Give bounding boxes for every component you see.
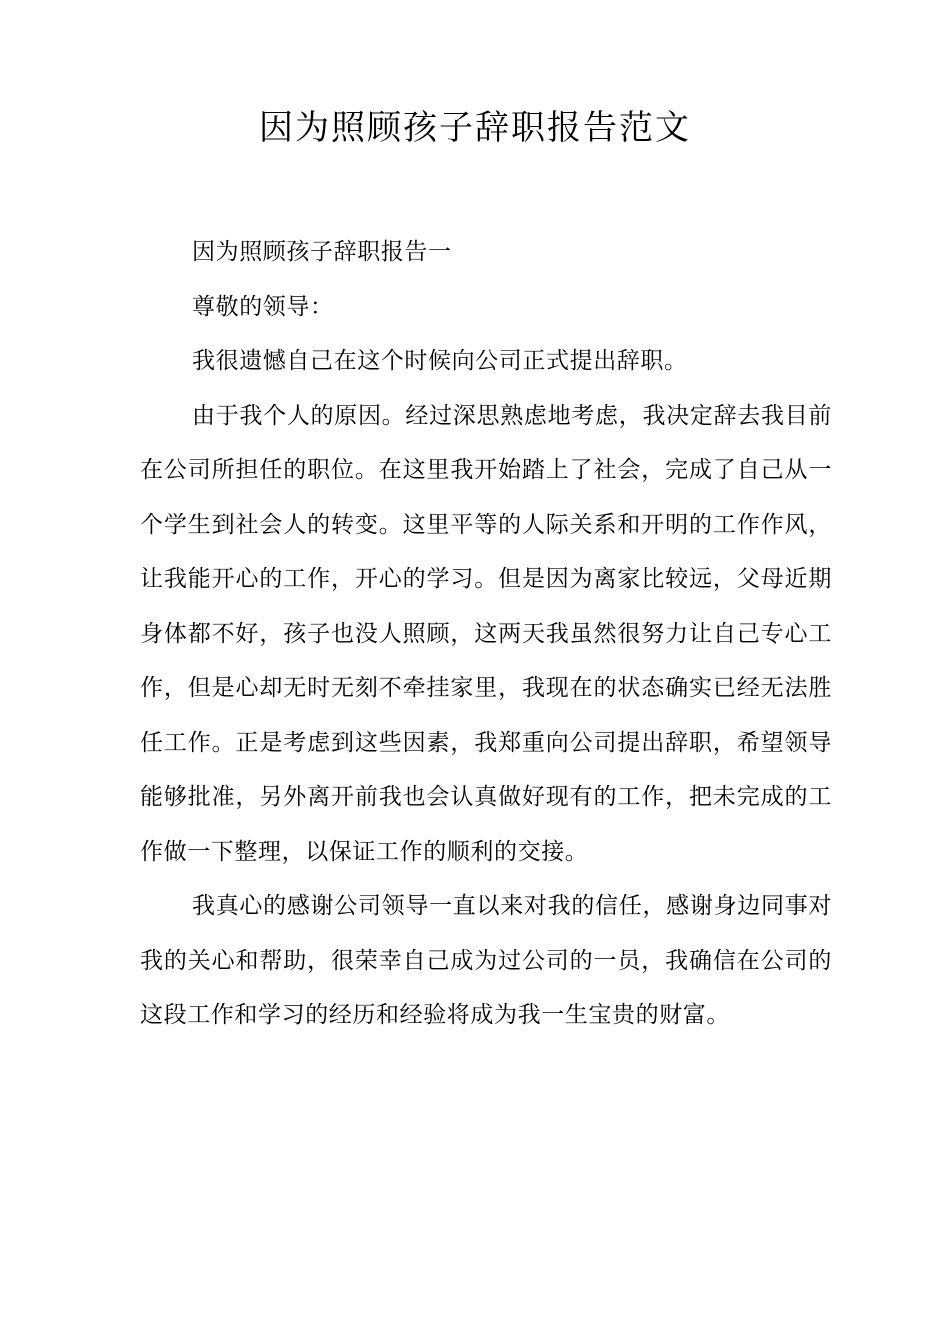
body-paragraph: 由于我个人的原因。经过深思熟虑地考虑，我决定辞去我目前在公司所担任的职位。在这里我开始踏上了社会，完成了自己从一个学生到社会人的转变。这里平等的人际关系和开明的工作作风，让我能开心的工作，开心的学习。但是因为离家比较远，父母近期身体都不好，孩子也没人照顾，这两天我虽然很努力让自己专心工作，但是心却无时无刻不牵挂家里，我现在的状态确实已经无法胜任工作。正是考虑到这些因素，我郑重向公司提出辞职，希望领导能够批准，另外离开前我也会认真做好现有的工作，把未完成的工作做一下整理，以保证工作的顺利的交接。 — [140, 402, 832, 865]
salutation: 尊敬的领导： — [192, 293, 334, 320]
document-body — [140, 225, 832, 1043]
body-paragraph: 我很遗憾自己在这个时候向公司正式提出辞职。 — [192, 348, 688, 374]
section-heading: 因为照顾孩子辞职报告一 — [192, 239, 452, 265]
document-title: 因为照顾孩子辞职报告范文 — [259, 108, 691, 148]
body-paragraph: 我真心的感谢公司领导一直以来对我的信任，感谢身边同事对我的关心和帮助，很荣幸自己成为过公司的一员，我确信在公司的这段工作和学习的经历和经验将成为我一生宝贵的财富。 — [140, 893, 832, 1028]
